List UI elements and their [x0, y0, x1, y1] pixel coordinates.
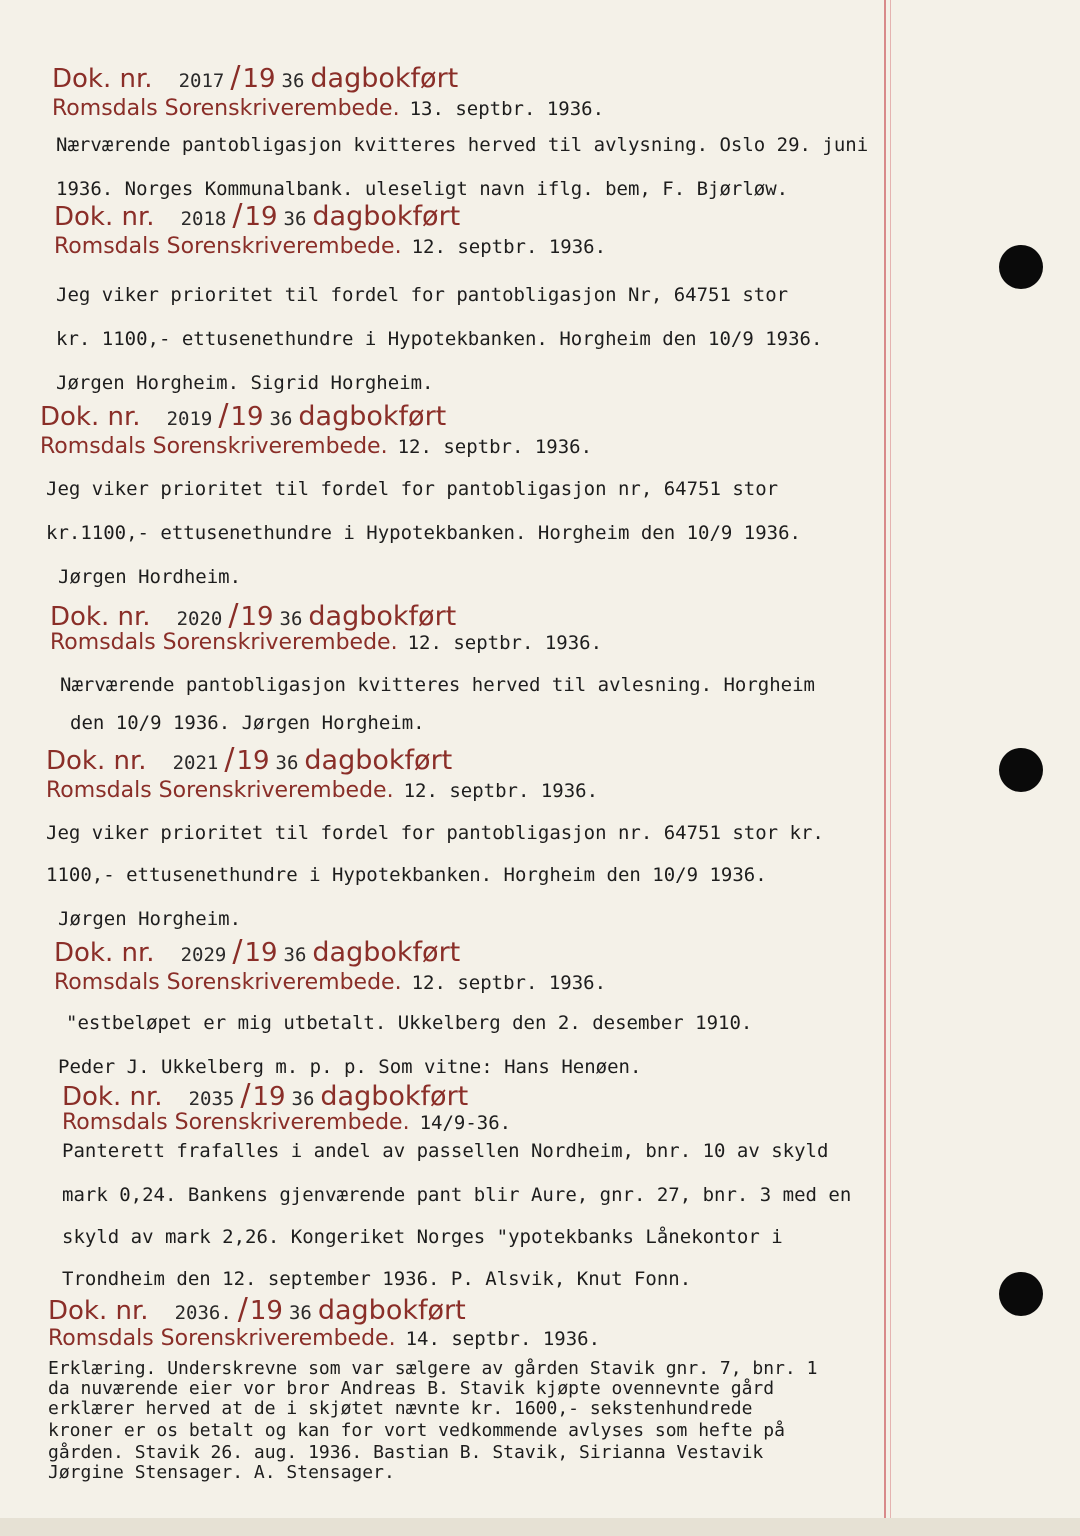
text-line: 1936. Norges Kommunalbank. uleseligt navn iflg. bem, F. Bjørløw. [56, 178, 789, 200]
text-line: kr. 1100,- ettusenethundre i Hypotekbanken. Horgheim den 10/9 1936. [56, 328, 823, 350]
page-edge [0, 1518, 1080, 1536]
office-stamp: Romsdals Sorenskriverembede. 13. septbr. 1936. [52, 96, 605, 121]
text-line: Trondheim den 12. september 1936. P. Alsvik, Knut Fonn. [62, 1268, 692, 1290]
text-line: erklærer herved at de i skjøtet nævnte kr. 1600,- sekstenhundrede [48, 1398, 753, 1419]
dok-stamp: Dok. nr. 2017 /19 36 dagbokført [52, 60, 459, 95]
office-stamp: Romsdals Sorenskriverembede. 14. septbr. 1936. [48, 1326, 601, 1351]
office-stamp: Romsdals Sorenskriverembede. 12. septbr. 1936. [54, 970, 607, 995]
office-stamp: Romsdals Sorenskriverembede. 12. septbr. 1936. [50, 630, 603, 655]
text-line: "estbeløpet er mig utbetalt. Ukkelberg den 2. desember 1910. [66, 1012, 753, 1034]
text-line: Panterett frafalles i andel av passellen Nordheim, bnr. 10 av skyld [62, 1140, 829, 1162]
text-line: da nuværende eier vor bror Andreas B. Stavik kjøpte ovennevnte gård [48, 1378, 775, 1399]
text-line: kr.1100,- ettusenethundre i Hypotekbanken. Horgheim den 10/9 1936. [46, 522, 801, 544]
punch-hole [999, 748, 1043, 792]
dok-stamp: Dok. nr. 2035 /19 36 dagbokført [62, 1078, 469, 1113]
text-line: Jørgen Hordheim. [58, 566, 242, 588]
office-stamp: Romsdals Sorenskriverembede. 12. septbr. 1936. [54, 234, 607, 259]
dok-stamp: Dok. nr. 2018 /19 36 dagbokført [54, 198, 461, 233]
text-line: gården. Stavik 26. aug. 1936. Bastian B. Stavik, Sirianna Vestavik [48, 1442, 764, 1463]
dok-stamp: Dok. nr. 2020 /19 36 dagbokført [50, 598, 457, 633]
dok-stamp: Dok. nr. 2036. /19 36 dagbokført [48, 1292, 466, 1327]
text-line: Nærværende pantobligasjon kvitteres herved til avlysning. Oslo 29. juni [56, 134, 869, 156]
text-line: den 10/9 1936. Jørgen Horgheim. [70, 712, 425, 734]
text-line: Jørgine Stensager. A. Stensager. [48, 1462, 395, 1483]
text-line: Jeg viker prioritet til fordel for pantobligasjon nr, 64751 stor [46, 478, 779, 500]
text-line: kroner er os betalt og kan for vort vedkommende avlyses som hefte på [48, 1420, 785, 1441]
text-line: 1100,- ettusenethundre i Hypotekbanken. Horgheim den 10/9 1936. [46, 864, 767, 886]
text-line: mark 0,24. Bankens gjenværende pant blir Aure, gnr. 27, bnr. 3 med en [62, 1184, 852, 1206]
text-line: Jørgen Horgheim. Sigrid Horgheim. [56, 372, 434, 394]
text-line: skyld av mark 2,26. Kongeriket Norges "ypotekbanks Lånekontor i [62, 1226, 783, 1248]
text-line: Peder J. Ukkelberg m. p. p. Som vitne: Hans Henøen. [58, 1056, 642, 1078]
office-stamp: Romsdals Sorenskriverembede. 14/9-36. [62, 1110, 512, 1135]
text-line: Erklæring. Underskrevne som var sælgere av gården Stavik gnr. 7, bnr. 1 [48, 1358, 818, 1379]
text-line: Jørgen Horgheim. [58, 908, 242, 930]
text-line: Jeg viker prioritet til fordel for pantobligasjon Nr, 64751 stor [56, 284, 789, 306]
dok-stamp: Dok. nr. 2019 /19 36 dagbokført [40, 398, 447, 433]
text-line: Nærværende pantobligasjon kvitteres herved til avlesning. Horgheim [60, 674, 815, 696]
dok-stamp: Dok. nr. 2029 /19 36 dagbokført [54, 934, 461, 969]
margin-rule-secondary [890, 0, 891, 1536]
margin-rule [884, 0, 886, 1536]
dok-stamp: Dok. nr. 2021 /19 36 dagbokført [46, 742, 453, 777]
office-stamp: Romsdals Sorenskriverembede. 12. septbr. 1936. [46, 778, 599, 803]
office-stamp: Romsdals Sorenskriverembede. 12. septbr. 1936. [40, 434, 593, 459]
text-line: Jeg viker prioritet til fordel for pantobligasjon nr. 64751 stor kr. [46, 822, 824, 844]
punch-hole [999, 1272, 1043, 1316]
punch-hole [999, 245, 1043, 289]
